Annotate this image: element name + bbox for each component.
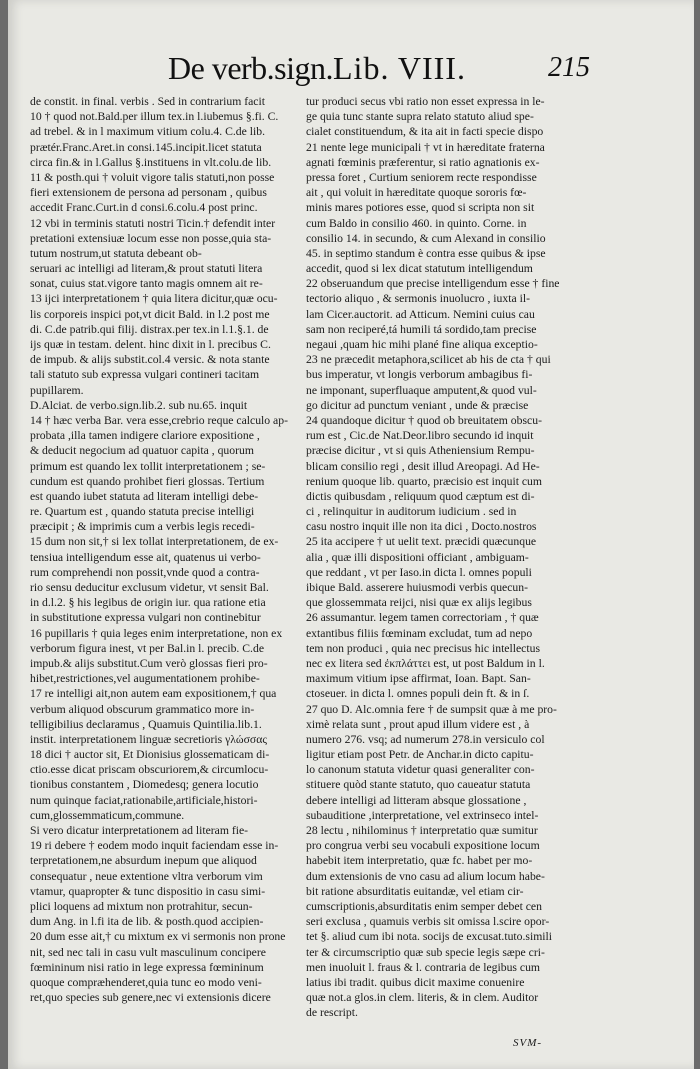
text-line: tionibus constantem , Diomedesq; genera locutio xyxy=(30,778,259,792)
text-line: subauditione ,interpretatione, vel extrinseco intel- xyxy=(306,808,539,822)
text-line: consequatur , neue extentione vltra verborum vim xyxy=(30,869,263,883)
text-line: negaui ,quam hic mihi plané fine aliqua exceptio- xyxy=(306,338,538,351)
text-line: primum est quando lex tollit interpretationem ; se- xyxy=(30,459,266,473)
text-line: 21 nente lege municipali † vt in hæreditate fraterna xyxy=(306,140,545,154)
text-line: lis corporeis inspici pot,vt dicit Bald. in l.2 post me xyxy=(30,307,270,321)
text-line: 15 dum non sit,† si lex tollat interpretationem, de ex- xyxy=(30,535,279,549)
text-line: 17 re intelligi ait,non autem eam expositionem,† qua xyxy=(30,687,277,701)
text-line: cum Baldo in consilio 460. in quinto. Corne. in xyxy=(306,216,527,230)
text-line: ctoseuer. in dicta l. omnes populi dein ft. & in ſ. xyxy=(306,687,530,701)
text-line: hibet,restrictiones,vel augumentationem prohibe- xyxy=(30,672,260,686)
text-line: dum Ang. in l.fi ita de lib. & posth.quod accipien- xyxy=(30,915,264,929)
text-line: 13 ijci interpretationem † quia litera dicitur,quæ ocu- xyxy=(30,292,278,306)
text-line: agnati fœminis præferentur, si ratio agnationis ex- xyxy=(306,155,540,169)
page-number: 215 xyxy=(548,52,590,83)
book-page xyxy=(8,0,694,1069)
text-line: tali statuto sub expressa vulgari contineri tacitam xyxy=(30,368,260,382)
text-line: 12 vbi in terminis statuti nostri Ticin.† defendit inter xyxy=(30,216,276,230)
text-line: que reddant , vt per Iaso.in dicta l. omnes populi xyxy=(306,565,532,579)
text-line: sam non reciperé,tá humili tá sordido,tam precise xyxy=(306,322,537,336)
text-line: ijs quæ in testam. delent. hinc dixit in l. precibus C. xyxy=(30,338,271,351)
text-line: 16 pupillaris † quia leges enim interpretatione, non ex xyxy=(30,626,283,640)
text-line: 18 dici † auctor sit, Et Dionisius glossematicam di- xyxy=(30,748,270,762)
text-line: 19 ri debere † eodem modo inquit faciendam esse in- xyxy=(30,839,279,853)
text-line: sonat, cuius stat.vigore tanto magis omnem ait re- xyxy=(30,277,263,291)
text-line: pro congrua verbi seu vocabuli expositione locum xyxy=(306,839,540,853)
text-line: lam Cicer.auctorit. ad Atticum. Nemini cuius cau xyxy=(306,307,535,321)
text-line: 22 obseruandum que precise intelligendum esse † fine xyxy=(306,277,560,291)
text-line: instit. interpretationem linguæ secretioris γλώσσας xyxy=(30,732,267,746)
text-line: fieri extensionem de persona ad personam , quibus xyxy=(30,186,267,200)
text-line: terpretationem,ne absurdum inepum que aliquod xyxy=(30,854,257,868)
text-line: ximè relata sunt , prout apud illum videre est , à xyxy=(306,717,530,731)
text-line: blicam consilio regi , desit illud Areopagi. Ad He- xyxy=(306,459,540,473)
text-line: rum est , Cic.de Nat.Deor.libro secundo id inquit xyxy=(306,429,534,443)
text-line: numero 276. vsq; ad numerum 278.in versiculo col xyxy=(306,732,545,746)
text-line: plici loquens ad mixtum non protrahitur, secun- xyxy=(30,899,253,913)
running-title: De verb.sign. xyxy=(168,50,334,86)
text-line: telligibilius declaramus , Quamuis Quintilia.lib.1. xyxy=(30,717,262,731)
text-line: cum,glossemmaticum,commune. xyxy=(30,808,185,822)
text-line: dictis quibusdam , reliquum quod cæptum est di- xyxy=(306,489,535,503)
text-line: debere intelligi ad litteram absque glossatione , xyxy=(306,793,527,807)
text-line: ci , relinquitur in auditorum iudicium . sed in xyxy=(306,505,517,519)
text-line: casu nostro inquit ille non ita dici , Docto.nostros xyxy=(306,520,537,534)
text-line: Si vero dicatur interpretationem ad literam fie- xyxy=(30,824,249,837)
text-line: verbum aliquod obscurum grammatico more in- xyxy=(30,702,255,716)
text-line: go dicitur ad punctum veniant , unde & præcise xyxy=(306,398,529,412)
text-line: bus imperatur, vt longis verborum ambagibus fi- xyxy=(306,368,533,382)
text-line: pupillarem. xyxy=(30,383,84,397)
text-line: 14 † hæc verba Bar. vera esse,crebrio reque calculo ap- xyxy=(30,413,288,427)
text-line: num quinque faciat,rationabile,artificiale,histori- xyxy=(30,793,258,807)
text-line: in d.l.2. § his legibus de origin iur. qua ratione etia xyxy=(30,596,266,610)
text-line: D.Alciat. de verbo.sign.lib.2. sub nu.65. inquit xyxy=(30,398,248,412)
page-header xyxy=(168,50,628,90)
text-line: 24 quandoque dicitur † quod ob breuitatem obscu- xyxy=(306,413,542,427)
left-text-column xyxy=(30,94,308,1005)
text-line: quæ not.a glos.in clem. literis, & in clem. Auditor xyxy=(306,991,539,1005)
text-line: habebit item interpretatio, quæ fc. habet per mo- xyxy=(306,854,533,868)
text-line: seruari ac intelligi ad literam,& prout statuti litera xyxy=(30,262,263,276)
text-line: probata ,illa tamen indigere clariore expositione , xyxy=(30,429,260,443)
text-line: pretationi extensiuæ locum esse non posse,quia sta- xyxy=(30,231,272,245)
text-line: rum comprehendi non possit,vnde quod a contra- xyxy=(30,565,260,579)
text-line: 45. in septimo standum è contra esse quibus & ipse xyxy=(306,246,546,260)
text-line: tet §. aliud cum ibi nota. socijs de excusat.tuto.simili xyxy=(306,930,553,944)
right-text-column xyxy=(306,94,590,1020)
text-line: renium quoque lib. quarto, præcisio est inquit cum xyxy=(306,474,542,488)
text-line: stituere quòd stante statuto, quo caueatur statuta xyxy=(306,778,531,792)
text-line: tensiua intelligendum esse ait, quatenus ui verbo- xyxy=(30,550,261,564)
text-line: impub.& alijs substitut.Cum verò glossas fieri pro- xyxy=(30,656,268,670)
text-line: men inuoluit l. fraus & l. contraria de legibus cum xyxy=(306,960,541,974)
text-line: ne imponant, superfluaque amputent,& quod vul- xyxy=(306,383,537,397)
text-line: ge quia tunc stante supra relato statuto aliud spe- xyxy=(306,110,534,124)
text-line: ait , qui voluit in hæreditate quoque sororis fœ- xyxy=(306,186,527,200)
text-line: dum extensionis de vno casu ad alium locum habe- xyxy=(306,869,545,883)
text-line: 26 assumantur. legem tamen correctoriam , † quæ xyxy=(306,611,539,625)
text-line: extantibus filiis fœminam excludat, tum ad nepo xyxy=(306,626,533,640)
text-line: latius ibi tradit. quibus dicit maxime conuenire xyxy=(306,975,525,989)
text-line: de constit. in final. verbis . Sed in contrarium facit xyxy=(30,95,265,108)
text-line: rio sensu deducitur exclusum videtur, vt sensit Bal. xyxy=(30,581,269,594)
text-line: cundum est quando prohibet fieri glossas. Tertium xyxy=(30,474,265,488)
text-line: fœmininum nisi ratio in lege expressa fœmininum xyxy=(30,960,264,974)
text-line: que glossemmata reijci, nisi quæ ex alijs legibus xyxy=(306,596,532,610)
text-line: circa fin.& in l.Gallus §.instituens in vlt.colu.de lib. xyxy=(30,155,272,169)
text-line: ad trebel. & in l maximum vitium colu.4. C.de lib. xyxy=(30,125,266,139)
text-line: verborum figura inest, vt per Bal.in l. precib. C.de xyxy=(30,641,265,655)
text-line: est quando iubet statuta ad literam intelligi debe- xyxy=(30,489,259,503)
text-line: vtamur, quapropter & tunc dispositio in casu simi- xyxy=(30,884,266,898)
text-line: nec ex litera sed ἐκπλάττει est, ut post Baldum in l. xyxy=(306,656,545,670)
text-line: in substitutione expressa vulgari non continebitur xyxy=(30,611,261,625)
text-line: 27 quo D. Alc.omnia fere † de sumpsit quæ à me pro- xyxy=(306,702,557,716)
text-line: ibique Bald. asserere huiusmodi verbis quecun- xyxy=(306,581,529,594)
text-line: re. Quartum est , quando statuta precise intelligi xyxy=(30,505,255,519)
text-line: 10 † quod not.Bald.per illum tex.in l.iubemus §.fi. C. xyxy=(30,110,279,124)
text-line: quoque compræhenderet,quia tunc eo modo veni- xyxy=(30,975,262,989)
text-line: 23 ne præcedit metaphora,scilicet ab his de cta † qui xyxy=(306,353,551,367)
text-line: tutum nostrum,ut statuta debeant ob- xyxy=(30,246,202,260)
text-line: pressa foret , Curtium seniorem recte respondisse xyxy=(306,170,537,184)
text-line: præcipit ; & imprimis cum a verbis legis recedi- xyxy=(30,520,255,534)
text-line: minis mares potiores esse, quod si scripta non sit xyxy=(306,201,535,215)
text-line: prætér.Franc.Aret.in consi.145.incipit.licet statuta xyxy=(30,140,262,154)
text-line: accedit, quod si lex dicat statutum intelligendum xyxy=(306,262,533,276)
text-line: de rescript. xyxy=(306,1006,358,1020)
text-line: ctio.esse dicat priscam obscuriorem,& circumlocu- xyxy=(30,763,269,777)
text-line: ligitur etiam post Petr. de Anchar.in dicto capitu- xyxy=(306,748,534,762)
text-line: maximum vitium ipse affirmat, Ioan. Bapt. San- xyxy=(306,672,531,686)
catchword: SVM- xyxy=(513,1037,543,1049)
text-line: alia , quæ illi dispositioni officiant , ambiguam- xyxy=(306,550,529,564)
text-line: tur produci secus vbi ratio non esset expressa in le- xyxy=(306,95,545,108)
text-line: 20 dum esse ait,† cu mixtum ex vi sermonis non prone xyxy=(30,930,286,944)
book-label: Lib. VIII. xyxy=(333,50,466,86)
text-line: de impub. & alijs substit.col.4 versic. & nota stante xyxy=(30,353,270,367)
text-line: nit, sed nec tali in casu vult masculinum concipere xyxy=(30,945,266,959)
text-line: 28 lectu , nihilominus † interpretatio quæ sumitur xyxy=(306,824,538,837)
text-line: lo canonum statuta videtur quasi generaliter con- xyxy=(306,763,535,777)
text-line: ter & circumscriptio quæ sub specie legis sæpe cri- xyxy=(306,945,545,959)
text-line: cumscriptionis,absurditatis enim semper debet cen xyxy=(306,899,542,913)
text-line: 11 & posth.qui † voluit vigore talis statuti,non posse xyxy=(30,170,275,184)
text-line: di. C.de patrib.qui filij. distrax.per tex.in l.1.§.1. de xyxy=(30,322,269,336)
text-line: præcise dicitur , vt si quis Atheniensium Rempu- xyxy=(306,444,535,458)
text-line: tectorio aliquo , & sermonis inuolucro , iuxta il- xyxy=(306,292,530,306)
text-line: tem non produci , quia nec precisus hic intellectus xyxy=(306,641,541,655)
text-line: 25 ita accipere † ut uelit text. præcidi quæcunque xyxy=(306,535,537,549)
text-line: & deducit negocium ad quatuor capita , quorum xyxy=(30,444,254,458)
text-line: seri exclusa , quamuis verbis sit omissa l.scire opor- xyxy=(306,915,550,929)
text-line: cialet constituendum, & ita ait in facti specie dispo xyxy=(306,125,544,139)
text-line: bit ratione absurditatis euitandæ, vel etiam cir- xyxy=(306,884,524,898)
text-line: ret,quo species sub genere,nec vi extensionis dicere xyxy=(30,991,271,1005)
text-line: accedit Franc.Curt.in d consi.6.colu.4 post princ. xyxy=(30,201,258,215)
text-line: consilio 14. in secundo, & cum Alexand in consilio xyxy=(306,231,546,245)
